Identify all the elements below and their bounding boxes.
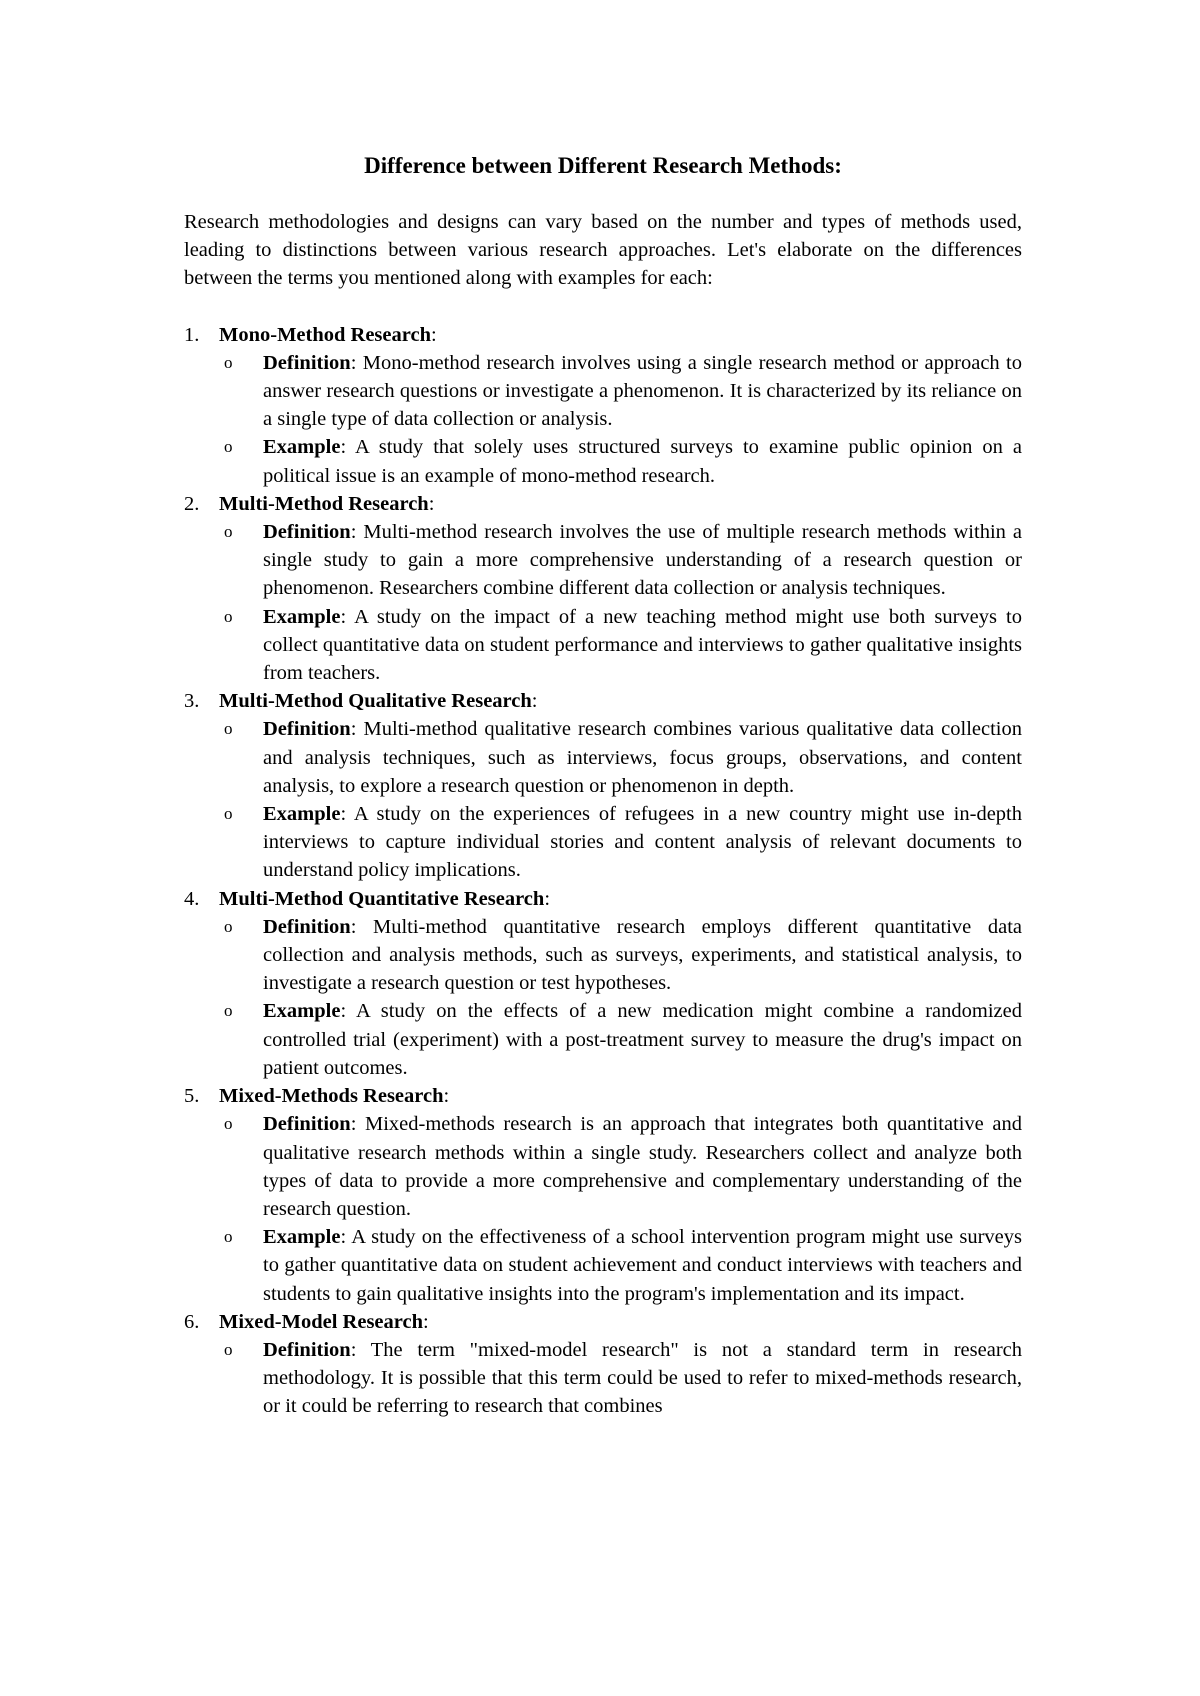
method-colon: :: [423, 1310, 429, 1333]
bullet-icon: o: [224, 804, 233, 824]
point-text: : A study on the effects of a new medication might combine a randomized controlled trial (experiment) with a post-treatment survey to measure the drug's impact on patient outcomes.: [263, 1000, 1022, 1079]
method-point: [219, 1110, 1022, 1223]
method-name: Multi-Method Quantitative Research: [219, 887, 545, 910]
point-text: : Multi-method quantitative research employs different quantitative data collection and analysis methods, such as surveys, experiments, and statistical analysis, to investigate a research question or test hypotheses.: [263, 915, 1022, 995]
page-title: Difference between Different Research Methods:: [364, 153, 842, 178]
method-point: [219, 349, 1022, 434]
method-item: [184, 1308, 1022, 1421]
method-number: 1.: [184, 323, 200, 346]
method-number: 3.: [184, 690, 200, 713]
method-heading: [184, 687, 1022, 715]
method-points: [219, 349, 1022, 490]
point-text: : A study on the experiences of refugees in a new country might use in-depth interviews to capture individual stories and content analysis of relevant documents to understand policy implications.: [263, 803, 1022, 882]
bullet-icon: o: [224, 719, 233, 739]
point-label: Example: [263, 436, 341, 459]
method-point: [219, 433, 1022, 489]
method-colon: :: [544, 887, 551, 910]
point-text: : Multi-method qualitative research combines various qualitative data collection and analysis techniques, such as interviews, focus groups, observations, and content analysis, to explore a research question or phenomenon in depth.: [263, 718, 1022, 797]
method-name: Multi-Method Research: [219, 492, 429, 515]
method-item: [184, 490, 1022, 687]
method-point: [219, 913, 1022, 998]
method-name: Mono-Method Research: [219, 323, 431, 346]
method-heading: [184, 321, 1022, 349]
point-text: : Multi-method research involves the use of multiple research methods within a single study to gain a more comprehensive understanding of a research question or phenomenon. Researchers combine different data collection or analysis techniques.: [263, 521, 1022, 600]
method-points: [219, 1336, 1022, 1421]
method-number: 2.: [184, 492, 200, 515]
method-item: [184, 321, 1022, 490]
method-points: [219, 715, 1022, 884]
method-name: Multi-Method Qualitative Research: [219, 690, 532, 713]
bullet-icon: o: [224, 1227, 233, 1247]
point-label: Definition: [263, 1338, 351, 1361]
bullet-icon: o: [224, 352, 233, 372]
point-text: : A study on the impact of a new teaching method might use both surveys to collect quantitative data on student performance and interviews to gather qualitative insights from teachers.: [263, 605, 1022, 685]
methods-list: [184, 321, 1022, 1421]
method-number: 5.: [184, 1085, 200, 1108]
bullet-icon: o: [224, 1001, 233, 1021]
point-text: : Mixed-methods research is an approach that integrates both quantitative and qualitative research methods within a single study. Researchers collect and analyze both types of data to provide a more comprehensive and complementary understanding of the research question.: [263, 1113, 1022, 1220]
method-point: [219, 518, 1022, 603]
method-number: 6.: [184, 1310, 200, 1333]
intro-paragraph: Research methodologies and designs can vary based on the number and types of methods used, leading to distinctions between various research approaches. Let's elaborate on the differences between the terms you mentioned along with examples for each:: [184, 211, 1022, 290]
method-heading: [184, 885, 1022, 913]
point-label: Definition: [263, 351, 351, 374]
point-label: Example: [263, 605, 341, 628]
method-heading: [184, 1308, 1022, 1336]
point-text: : A study on the effectiveness of a school intervention program might use surveys to gather quantitative data on student achievement and conduct interviews with teachers and students to gain qualitative insights into the program's implementation and its impact.: [263, 1226, 1022, 1305]
method-number: 4.: [184, 887, 200, 910]
method-heading: [184, 490, 1022, 518]
point-label: Example: [263, 803, 341, 826]
bullet-icon: o: [224, 522, 233, 542]
method-point: [219, 1336, 1022, 1421]
method-points: [219, 913, 1022, 1082]
point-label: Example: [263, 1226, 341, 1249]
bullet-icon: o: [224, 1114, 233, 1134]
method-points: [219, 1110, 1022, 1307]
bullet-icon: o: [224, 916, 233, 936]
method-item: [184, 687, 1022, 884]
method-heading: [184, 1082, 1022, 1110]
point-text: : Mono-method research involves using a single research method or approach to answer research questions or investigate a phenomenon. It is characterized by its reliance on a single type of data collection or analysis.: [263, 351, 1022, 431]
method-point: [219, 997, 1022, 1082]
bullet-icon: o: [224, 1339, 233, 1359]
method-item: [184, 885, 1022, 1082]
document-body: [184, 152, 1022, 1421]
method-item: [184, 1082, 1022, 1308]
point-label: Definition: [263, 718, 351, 741]
method-name: Mixed-Model Research: [219, 1310, 423, 1333]
point-text: : A study that solely uses structured surveys to examine public opinion on a political issue is an example of mono-method research.: [263, 436, 1022, 487]
bullet-icon: o: [224, 437, 233, 457]
point-label: Definition: [263, 915, 351, 938]
method-point: [219, 800, 1022, 885]
method-name: Mixed-Methods Research: [219, 1085, 444, 1108]
method-colon: :: [443, 1085, 450, 1108]
method-colon: :: [531, 690, 538, 713]
point-label: Definition: [263, 521, 351, 544]
method-point: [219, 715, 1022, 800]
bullet-icon: o: [224, 606, 233, 626]
method-point: [219, 603, 1022, 688]
method-colon: :: [431, 323, 437, 346]
point-label: Example: [263, 1000, 341, 1023]
point-text: : The term "mixed-model research" is not a standard term in research methodology. It is possible that this term could be used to refer to mixed-methods research, or it could be referring to research that combines: [263, 1338, 1022, 1418]
point-label: Definition: [263, 1113, 351, 1136]
method-colon: :: [428, 492, 435, 515]
method-points: [219, 518, 1022, 687]
method-point: [219, 1223, 1022, 1308]
